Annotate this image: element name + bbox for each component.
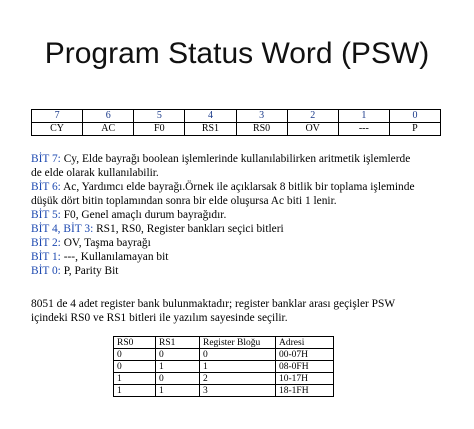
psw-flag-row (32, 123, 441, 136)
description-line (31, 264, 451, 278)
psw-bit-number-row (32, 110, 441, 123)
psw-bit-number: 3 (236, 110, 287, 123)
psw-bit-number: 4 (185, 110, 236, 123)
cell-rs1: 0 (156, 349, 200, 361)
description-text: OV, Taşma bayrağı (60, 237, 151, 249)
header-address: Adresi (276, 337, 334, 349)
cell-register-block: 3 (200, 385, 276, 397)
description-line (31, 166, 451, 180)
register-table-header (114, 337, 334, 349)
psw-bit-number: 0 (389, 110, 440, 123)
bit-descriptions (31, 152, 451, 278)
description-line (31, 180, 451, 194)
bit-label: BİT 0: (31, 265, 61, 277)
psw-flag-rs0: RS0 (236, 123, 287, 136)
cell-rs0: 0 (114, 361, 156, 373)
cell-address: 10-17H (276, 373, 334, 385)
description-line (31, 222, 451, 236)
bit-label: BİT 7: (31, 153, 61, 165)
description-line (31, 208, 451, 222)
description-text: P, Parity Bit (60, 265, 119, 277)
psw-bit-number: 7 (32, 110, 83, 123)
description-text: Ac, Yardımcı elde bayrağı.Örnek ile açıklarsak 8 bitlik bir toplama işleminde (60, 181, 415, 193)
cell-rs1: 0 (156, 373, 200, 385)
register-bank-paragraph (31, 297, 451, 325)
bit-label: BİT 6: (31, 181, 61, 193)
cell-register-block: 1 (200, 361, 276, 373)
psw-flag-cy: CY (32, 123, 83, 136)
bit-label: BİT 1: (31, 251, 61, 263)
psw-flag-unused: --- (338, 123, 389, 136)
description-text: düşük dört bitin toplamından sonra bir elde oluşursa Ac biti 1 lenir. (31, 195, 337, 207)
description-text: Cy, Elde bayrağı boolean işlemlerinde kullanılabilirken aritmetik işlemlerde (60, 153, 411, 165)
cell-rs0: 1 (114, 385, 156, 397)
cell-address: 08-0FH (276, 361, 334, 373)
cell-rs0: 1 (114, 373, 156, 385)
register-bank-table (113, 336, 334, 397)
cell-address: 00-07H (276, 349, 334, 361)
cell-register-block: 2 (200, 373, 276, 385)
psw-bit-number: 5 (134, 110, 185, 123)
psw-flag-ac: AC (83, 123, 134, 136)
psw-bit-number: 1 (338, 110, 389, 123)
description-line (31, 194, 451, 208)
cell-register-block: 0 (200, 349, 276, 361)
slide-title: Program Status Word (PSW) (44, 37, 430, 70)
bit-label: BİT 2: (31, 237, 61, 249)
psw-bit-number: 2 (287, 110, 338, 123)
paragraph-line: içindeki RS0 ve RS1 bitleri ile yazılım sayesinde seçilir. (31, 312, 288, 324)
psw-bit-number: 6 (83, 110, 134, 123)
description-line (31, 236, 451, 250)
cell-rs0: 0 (114, 349, 156, 361)
bit-label: BİT 5: (31, 209, 61, 221)
bit-label: BİT 4, BİT 3: (31, 223, 94, 235)
description-text: ---, Kullanılamayan bit (60, 251, 169, 263)
table-row (114, 373, 334, 385)
cell-rs1: 1 (156, 361, 200, 373)
table-row (114, 349, 334, 361)
header-rs1: RS1 (156, 337, 200, 349)
cell-address: 18-1FH (276, 385, 334, 397)
description-text: RS1, RS0, Register bankları seçici bitleri (93, 223, 284, 235)
psw-flag-rs1: RS1 (185, 123, 236, 136)
psw-bit-table (31, 109, 441, 136)
description-text: F0, Genel amaçlı durum bayrağıdır. (60, 209, 227, 221)
header-register-block: Register Bloğu (200, 337, 276, 349)
paragraph-line: 8051 de 4 adet register bank bulunmaktadır; register banklar arası geçişler PSW (31, 298, 396, 310)
table-row (114, 361, 334, 373)
header-rs0: RS0 (114, 337, 156, 349)
psw-flag-ov: OV (287, 123, 338, 136)
description-line (31, 250, 451, 264)
description-line (31, 152, 451, 166)
psw-flag-p: P (389, 123, 440, 136)
table-row (114, 385, 334, 397)
cell-rs1: 1 (156, 385, 200, 397)
description-text: de elde olarak kullanılabilir. (31, 167, 159, 179)
psw-flag-f0: F0 (134, 123, 185, 136)
